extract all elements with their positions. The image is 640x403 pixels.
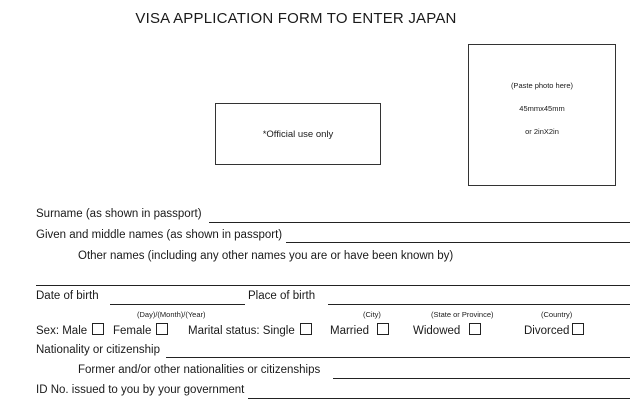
given-names-field[interactable] [286, 242, 630, 243]
sex-male-label: Male [62, 325, 88, 337]
surname-field[interactable] [209, 222, 630, 223]
marital-married-checkbox[interactable] [377, 323, 389, 335]
marital-divorced-option[interactable] [524, 323, 584, 337]
place-of-birth-label: Place of birth [248, 290, 316, 302]
sex-female-label: Female [113, 325, 152, 337]
country-hint: (Country) [541, 310, 573, 319]
marital-widowed-checkbox[interactable] [469, 323, 481, 335]
official-use-box [215, 103, 381, 165]
marital-single-option[interactable] [188, 323, 312, 337]
official-use-label: *Official use only [262, 128, 334, 140]
marital-single-label: Single [262, 325, 295, 337]
photo-box[interactable] [468, 44, 616, 186]
photo-size-mm: 45mmx45mm [519, 104, 565, 113]
other-names-field[interactable] [36, 285, 630, 286]
sex-male-checkbox[interactable] [92, 323, 104, 335]
marital-married-label: Married [330, 325, 369, 337]
date-of-birth-field[interactable] [110, 304, 245, 305]
id-number-field[interactable] [248, 398, 630, 399]
former-nationality-field[interactable] [333, 378, 630, 379]
nationality-label: Nationality or citizenship [36, 344, 161, 356]
photo-size-in: or 2inX2in [525, 127, 559, 136]
other-names-label: Other names (including any other names you are or have been known by) [78, 250, 454, 262]
former-nationality-label: Former and/or other nationalities or citizenships [78, 364, 321, 376]
sex-label: Sex: [36, 325, 60, 337]
marital-divorced-label: Divorced [524, 325, 570, 337]
marital-widowed-label: Widowed [413, 325, 461, 337]
marital-widowed-option[interactable] [413, 323, 481, 337]
sex-female-checkbox[interactable] [156, 323, 168, 335]
date-of-birth-label: Date of birth [36, 290, 99, 302]
marital-divorced-checkbox[interactable] [572, 323, 584, 335]
sex-female-option[interactable] [113, 323, 168, 337]
nationality-field[interactable] [166, 357, 630, 358]
marital-status-label: Marital status: [188, 325, 260, 337]
dob-format-hint: (Day)/(Month)/(Year) [137, 310, 206, 319]
marital-single-checkbox[interactable] [300, 323, 312, 335]
sex-male-option[interactable] [36, 323, 104, 337]
photo-instruction: (Paste photo here) [510, 81, 574, 90]
city-hint: (City) [363, 310, 381, 319]
surname-label: Surname (as shown in passport) [36, 208, 202, 220]
form-title: VISA APPLICATION FORM TO ENTER JAPAN [135, 10, 457, 27]
given-names-label: Given and middle names (as shown in passport) [36, 229, 283, 241]
place-of-birth-field[interactable] [328, 304, 630, 305]
state-hint: (State or Province) [431, 310, 494, 319]
marital-married-option[interactable] [330, 323, 389, 337]
id-number-label: ID No. issued to you by your government [36, 384, 245, 396]
